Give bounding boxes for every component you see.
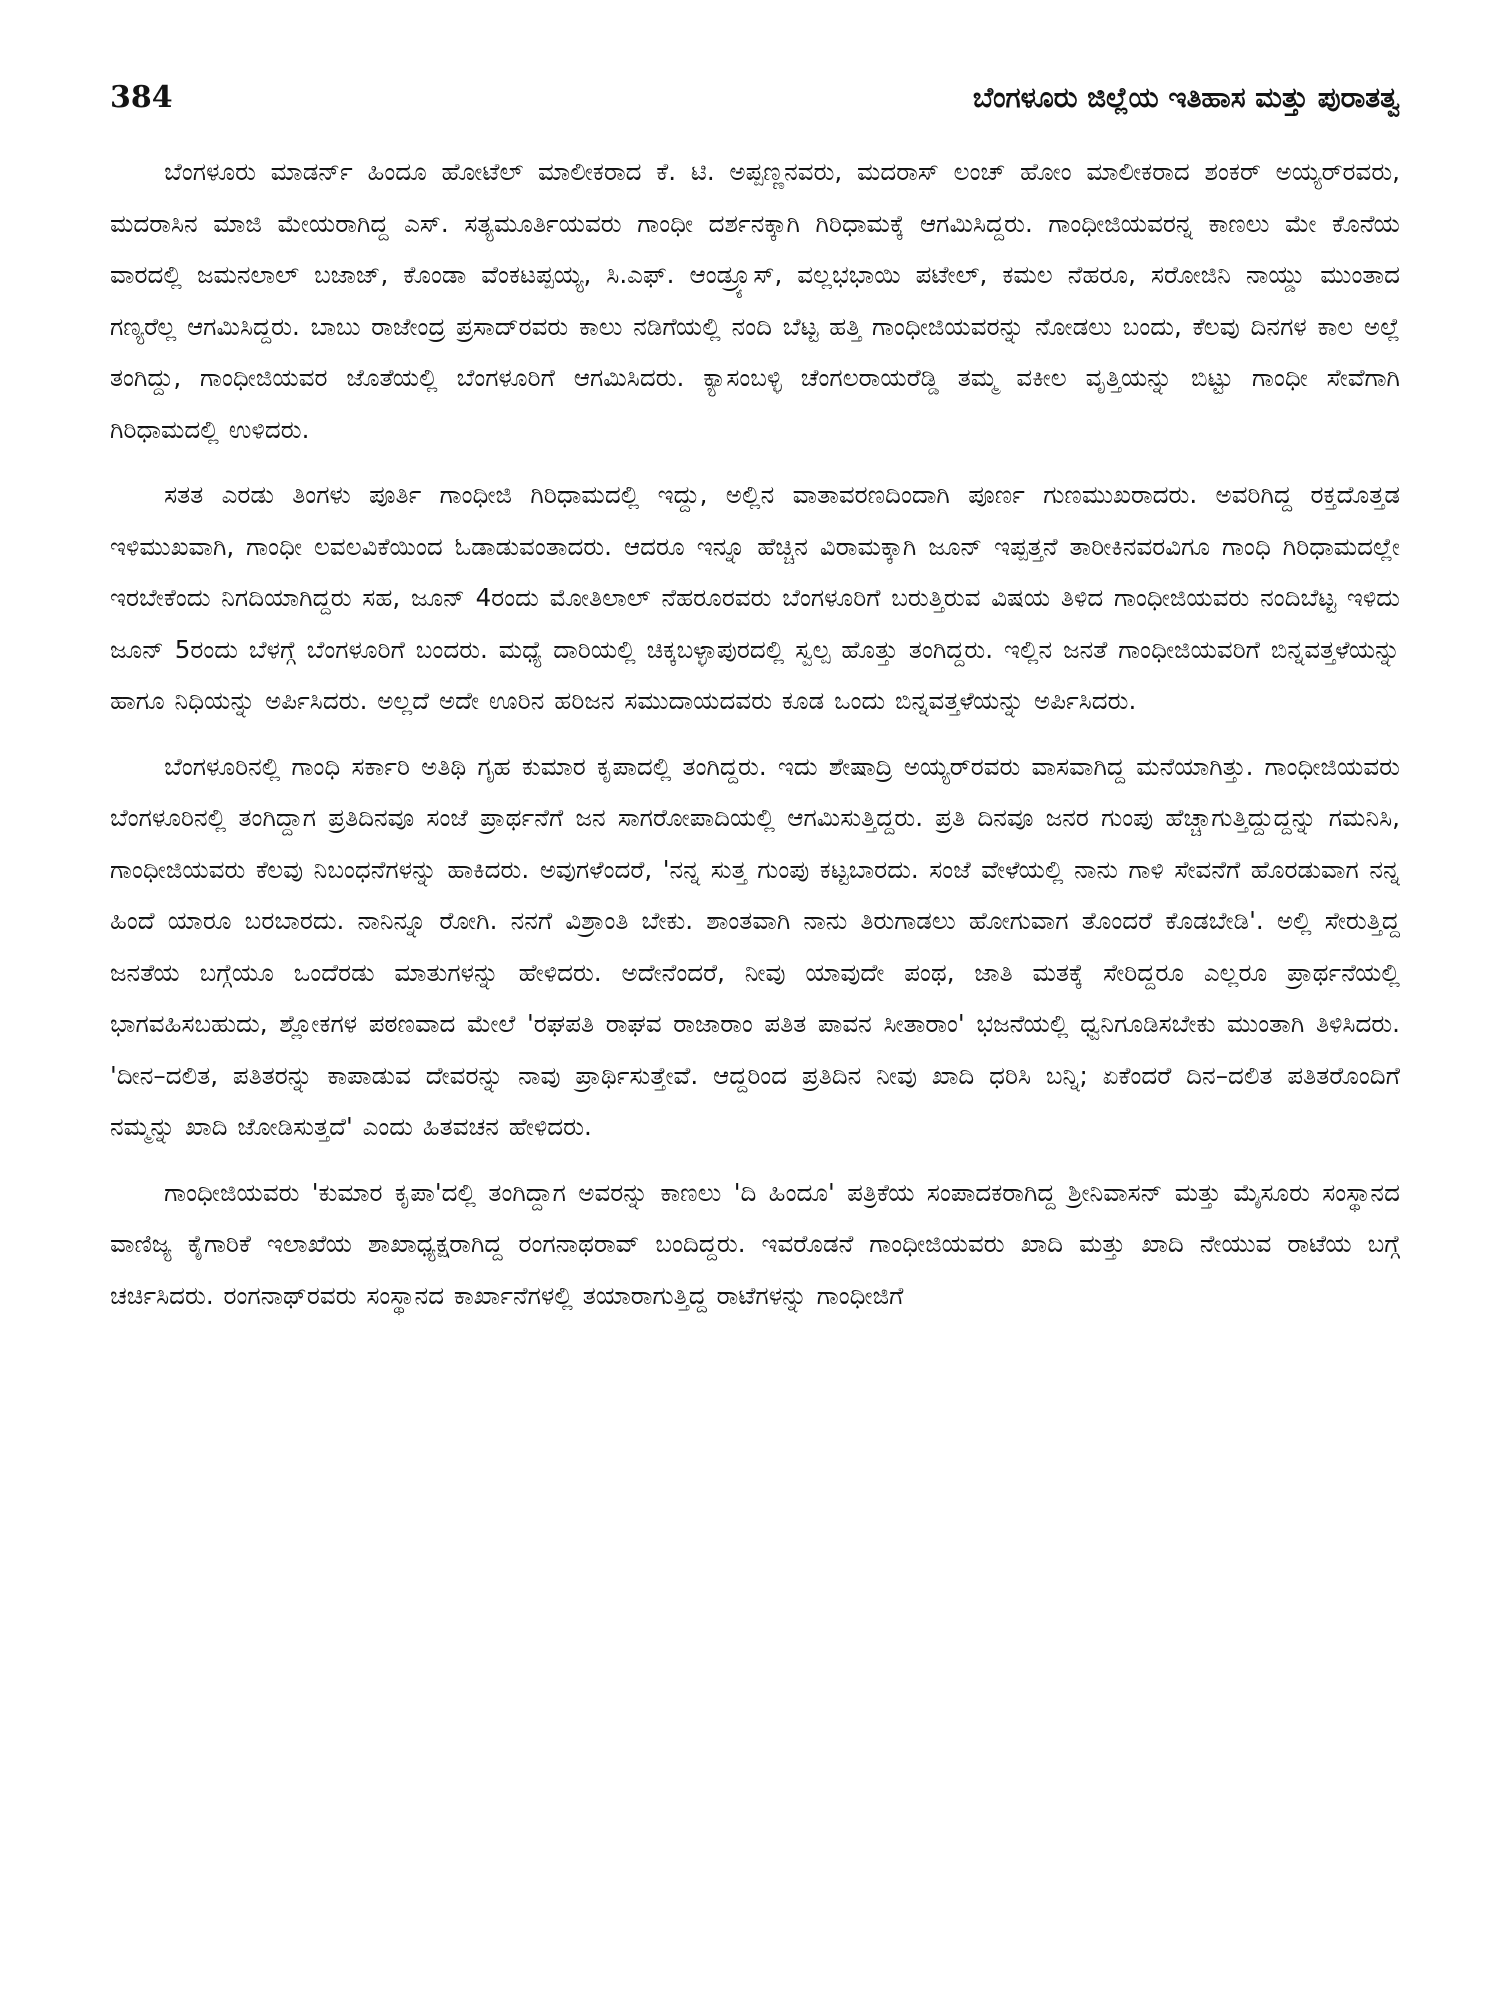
paragraph-2: ಸತತ ಎರಡು ತಿಂಗಳು ಪೂರ್ತಿ ಗಾಂಧೀಜಿ ಗಿರಿಧಾಮದಲ್ಲಿ ಇದ್ದು, ಅಲ್ಲಿನ ವಾತಾವರಣದಿಂದಾಗಿ ಪೂರ್ಣ ಗುಣಮುಖರಾದರು. ಅವರಿಗಿದ್ದ ರಕ್ತದೊತ್ತಡ ಇಳಿಮುಖವಾಗಿ, ಗಾಂಧೀ ಲವಲವಿಕೆಯಿಂದ ಓಡಾಡುವಂತಾದರು. ಆದರೂ ಇನ್ನೂ ಹೆಚ್ಚಿನ ವಿರಾಮಕ್ಕಾಗಿ ಜೂನ್ ಇಪ್ಪತ್ತನೆ ತಾರೀಕಿನವರವಿಗೂ ಗಾಂಧಿ ಗಿರಿಧಾಮದಲ್ಲೇ ಇರಬೇಕೆಂದು ನಿಗದಿಯಾಗಿದ್ದರು ಸಹ, ಜೂನ್ 4ರಂದು ಮೋತಿಲಾಲ್ ನೆಹರೂರವರು ಬೆಂಗಳೂರಿಗೆ ಬರುತ್ತಿರುವ ವಿಷಯ ತಿಳಿದ ಗಾಂಧೀಜಿಯವರು ನಂದಿಬೆಟ್ಟ ಇಳಿದು ಜೂನ್ 5ರಂದು ಬೆಳಗ್ಗೆ ಬೆಂಗಳೂರಿಗೆ ಬಂದರು. ಮಧ್ಯೆ ದಾರಿಯಲ್ಲಿ ಚಿಕ್ಕಬಳ್ಳಾಪುರದಲ್ಲಿ ಸ್ವಲ್ಪ ಹೊತ್ತು ತಂಗಿದ್ದರು. ಇಲ್ಲಿನ ಜನತೆ ಗಾಂಧೀಜಿಯವರಿಗೆ ಬಿನ್ನವತ್ತಳೆಯನ್ನು ಹಾಗೂ ನಿಧಿಯನ್ನು ಅರ್ಪಿಸಿದರು. ಅಲ್ಲದೆ ಅದೇ ಊರಿನ ಹರಿಜನ ಸಮುದಾಯದವರು ಕೂಡ ಒಂದು ಬಿನ್ನವತ್ತಳೆಯನ್ನು ಅರ್ಪಿಸಿದರು. [110, 480, 1400, 715]
running-head [110, 80, 1400, 136]
book-title: ಬೆಂಗಳೂರು ಜಿಲ್ಲೆಯ ಇತಿಹಾಸ ಮತ್ತು ಪುರಾತತ್ವ [972, 81, 1400, 114]
page-number: 384 [110, 80, 173, 115]
paragraph-4: ಗಾಂಧೀಜಿಯವರು 'ಕುಮಾರ ಕೃಪಾ'ದಲ್ಲಿ ತಂಗಿದ್ದಾಗ ಅವರನ್ನು ಕಾಣಲು 'ದಿ ಹಿಂದೂ' ಪತ್ರಿಕೆಯ ಸಂಪಾದಕರಾಗಿದ್ದ ಶ್ರೀನಿವಾಸನ್ ಮತ್ತು ಮೈಸೂರು ಸಂಸ್ಥಾನದ ವಾಣಿಜ್ಯ ಕೈಗಾರಿಕೆ ಇಲಾಖೆಯ ಶಾಖಾಧ್ಯಕ್ಷರಾಗಿದ್ದ ರಂಗನಾಥರಾವ್ ಬಂದಿದ್ದರು. ಇವರೊಡನೆ ಗಾಂಧೀಜಿಯವರು ಖಾದಿ ಮತ್ತು ಖಾದಿ ನೇಯುವ ರಾಟೆಯ ಬಗ್ಗೆ ಚರ್ಚಿಸಿದರು. ರಂಗನಾಥ್‌ರವರು ಸಂಸ್ಥಾನದ ಕಾರ್ಖಾನೆಗಳಲ್ಲಿ ತಯಾರಾಗುತ್ತಿದ್ದ ರಾಟೆಗಳನ್ನು ಗಾಂಧೀಜಿಗೆ [110, 1177, 1400, 1310]
paragraph-3: ಬೆಂಗಳೂರಿನಲ್ಲಿ ಗಾಂಧಿ ಸರ್ಕಾರಿ ಅತಿಥಿ ಗೃಹ ಕುಮಾರ ಕೃಪಾದಲ್ಲಿ ತಂಗಿದ್ದರು. ಇದು ಶೇಷಾದ್ರಿ ಅಯ್ಯರ್‌ರವರು ವಾಸವಾಗಿದ್ದ ಮನೆಯಾಗಿತ್ತು. ಗಾಂಧೀಜಿಯವರು ಬೆಂಗಳೂರಿನಲ್ಲಿ ತಂಗಿದ್ದಾಗ ಪ್ರತಿದಿನವೂ ಸಂಜೆ ಪ್ರಾರ್ಥನೆಗೆ ಜನ ಸಾಗರೋಪಾದಿಯಲ್ಲಿ ಆಗಮಿಸುತ್ತಿದ್ದರು. ಪ್ರತಿ ದಿನವೂ ಜನರ ಗುಂಪು ಹೆಚ್ಚಾಗುತ್ತಿದ್ದುದ್ದನ್ನು ಗಮನಿಸಿ, ಗಾಂಧೀಜಿಯವರು ಕೆಲವು ನಿಬಂಧನೆಗಳನ್ನು ಹಾಕಿದರು. ಅವುಗಳೆಂದರೆ, 'ನನ್ನ ಸುತ್ತ ಗುಂಪು ಕಟ್ಟಬಾರದು. ಸಂಜೆ ವೇಳೆಯಲ್ಲಿ ನಾನು ಗಾಳಿ ಸೇವನೆಗೆ ಹೊರಡುವಾಗ ನನ್ನ ಹಿಂದೆ ಯಾರೂ ಬರಬಾರದು. ನಾನಿನ್ನೂ ರೋಗಿ. ನನಗೆ ವಿಶ್ರಾಂತಿ ಬೇಕು. ಶಾಂತವಾಗಿ ನಾನು ತಿರುಗಾಡಲು ಹೋಗುವಾಗ ತೊಂದರೆ ಕೊಡಬೇಡಿ'. ಅಲ್ಲಿ ಸೇರುತ್ತಿದ್ದ ಜನತೆಯ ಬಗ್ಗೆಯೂ ಒಂದೆರಡು ಮಾತುಗಳನ್ನು ಹೇಳಿದರು. ಅದೇನೆಂದರೆ, ನೀವು ಯಾವುದೇ ಪಂಥ, ಜಾತಿ ಮತಕ್ಕೆ ಸೇರಿದ್ದರೂ ಎಲ್ಲರೂ ಪ್ರಾರ್ಥನೆಯಲ್ಲಿ ಭಾಗವಹಿಸಬಹುದು, ಶ್ಲೋಕಗಳ ಪಠಣವಾದ ಮೇಲೆ 'ರಘಪತಿ ರಾಘವ ರಾಜಾರಾಂ ಪತಿತ ಪಾವನ ಸೀತಾರಾಂ' ಭಜನೆಯಲ್ಲಿ ಧ್ವನಿಗೂಡಿಸಬೇಕು ಮುಂತಾಗಿ ತಿಳಿಸಿದರು. 'ದೀನ–ದಲಿತ, ಪತಿತರನ್ನು ಕಾಪಾಡುವ ದೇವರನ್ನು ನಾವು ಪ್ರಾರ್ಥಿಸುತ್ತೇವೆ. ಆದ್ದರಿಂದ ಪ್ರತಿದಿನ ನೀವು ಖಾದಿ ಧರಿಸಿ ಬನ್ನಿ; ಏಕೆಂದರೆ ದಿನ–ದಲಿತ ಪತಿತರೊಂದಿಗೆ ನಮ್ಮನ್ನು ಖಾದಿ ಜೋಡಿಸುತ್ತದೆ' ಎಂದು ಹಿತವಚನ ಹೇಳಿದರು. [110, 751, 1400, 1141]
document-page [110, 80, 1400, 1960]
paragraph-1: ಬೆಂಗಳೂರು ಮಾಡರ್ನ್ ಹಿಂದೂ ಹೋಟೆಲ್ ಮಾಲೀಕರಾದ ಕೆ. ಟಿ. ಅಪ್ಪಣ್ಣನವರು, ಮದರಾಸ್ ಲಂಚ್ ಹೋಂ ಮಾಲೀಕರಾದ ಶಂಕರ್ ಅಯ್ಯರ್‌ರವರು, ಮದರಾಸಿನ ಮಾಜಿ ಮೇಯರಾಗಿದ್ದ ಎಸ್. ಸತ್ಯಮೂರ್ತಿಯವರು ಗಾಂಧೀ ದರ್ಶನಕ್ಕಾಗಿ ಗಿರಿಧಾಮಕ್ಕೆ ಆಗಮಿಸಿದ್ದರು. ಗಾಂಧೀಜಿಯವರನ್ನ ಕಾಣಲು ಮೇ ಕೊನೆಯ ವಾರದಲ್ಲಿ ಜಮನಲಾಲ್ ಬಜಾಜ್, ಕೊಂಡಾ ವೆಂಕಟಪ್ಪಯ್ಯ, ಸಿ.ಎಫ್. ಆಂಡ್ರ್ಯೂಸ್, ವಲ್ಲಭಭಾಯಿ ಪಟೇಲ್, ಕಮಲ ನೆಹರೂ, ಸರೋಜಿನಿ ನಾಯ್ಡು ಮುಂತಾದ ಗಣ್ಯರೆಲ್ಲ ಆಗಮಿಸಿದ್ದರು. ಬಾಬು ರಾಜೇಂದ್ರ ಪ್ರಸಾದ್‌ರವರು ಕಾಲು ನಡಿಗೆಯಲ್ಲಿ ನಂದಿ ಬೆಟ್ಟ ಹತ್ತಿ ಗಾಂಧೀಜಿಯವರನ್ನು ನೋಡಲು ಬಂದು, ಕೆಲವು ದಿನಗಳ ಕಾಲ ಅಲ್ಲೆ ತಂಗಿದ್ದು, ಗಾಂಧೀಜಿಯವರ ಜೊತೆಯಲ್ಲಿ ಬೆಂಗಳೂರಿಗೆ ಆಗಮಿಸಿದರು. ಕ್ಯಾಸಂಬಳ್ಳಿ ಚೆಂಗಲರಾಯರೆಡ್ಡಿ ತಮ್ಮ ವಕೀಲ ವೃತ್ತಿಯನ್ನು ಬಿಟ್ಟು ಗಾಂಧೀ ಸೇವೆಗಾಗಿ ಗಿರಿಧಾಮದಲ್ಲಿ ಉಳಿದರು. [110, 157, 1400, 444]
